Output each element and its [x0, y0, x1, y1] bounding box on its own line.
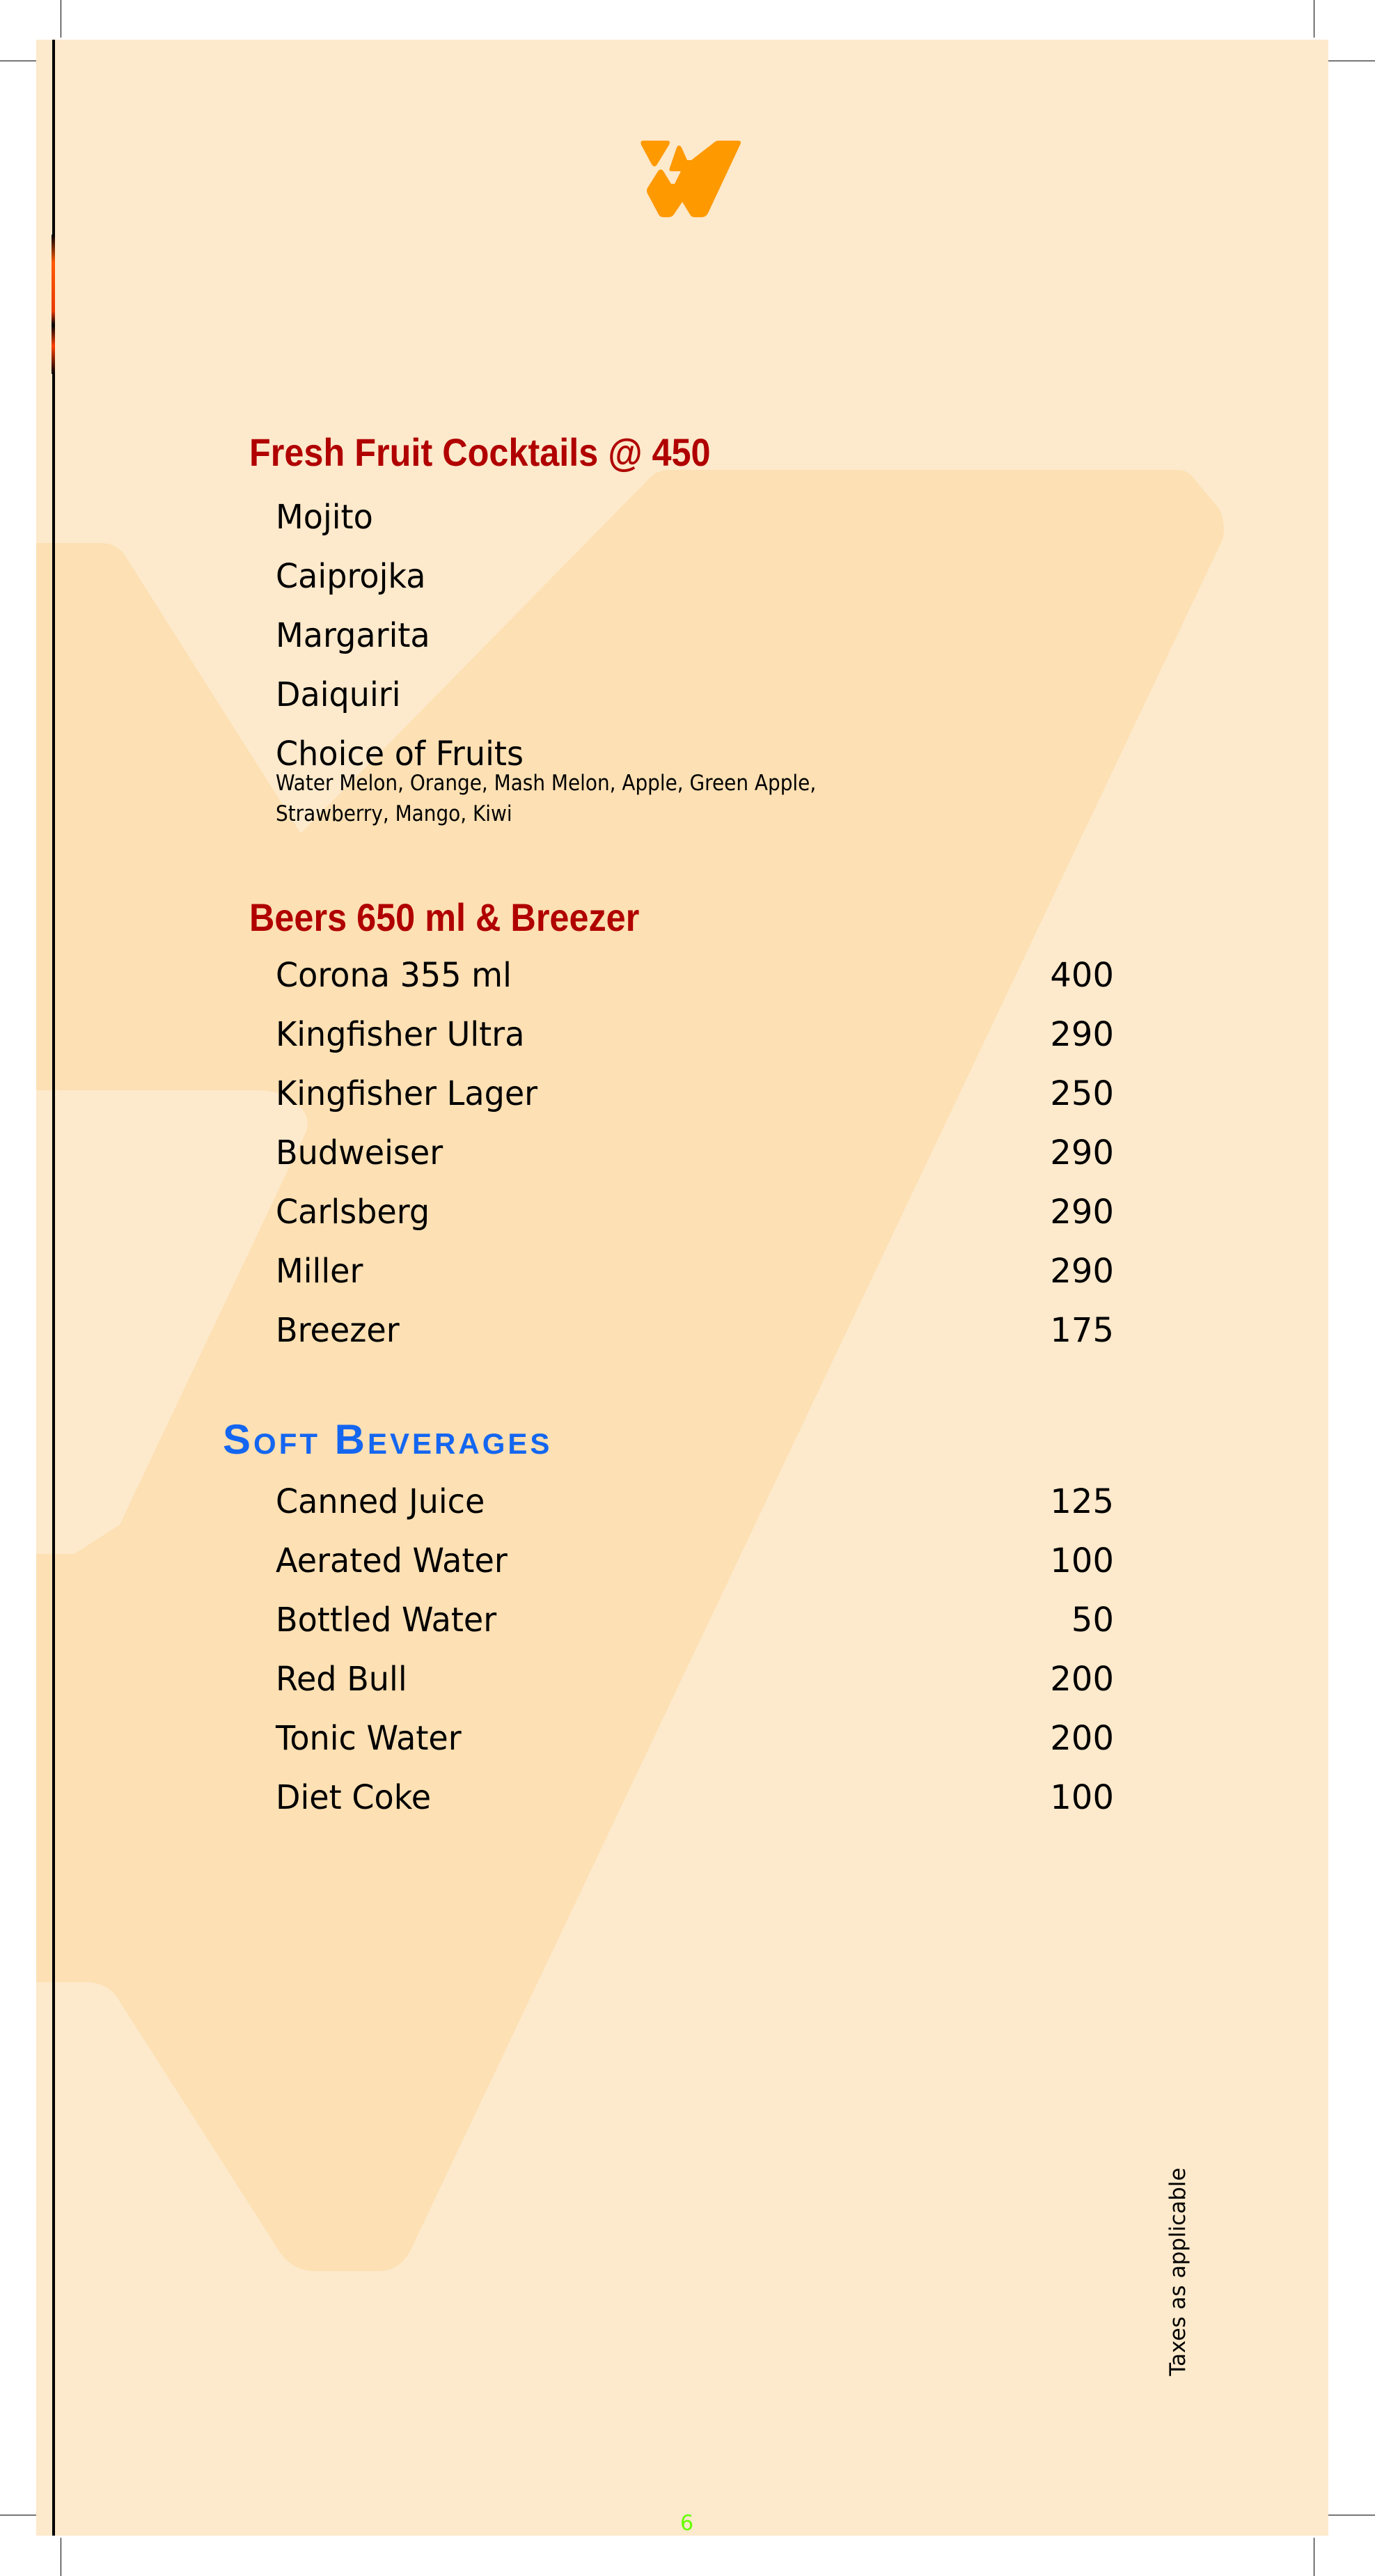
menu-item-price: 175 — [1050, 1311, 1114, 1350]
menu-item — [276, 1250, 1114, 1292]
section-heading-soft-beverages: Soft Beverages — [223, 1416, 553, 1463]
menu-item — [276, 615, 1114, 657]
menu-item-price: 290 — [1050, 1015, 1114, 1054]
binding-spine-line — [52, 40, 55, 2536]
menu-item — [276, 1191, 1114, 1233]
section-heading-beers: Beers 650 ml & Breezer — [249, 895, 640, 939]
menu-item-price: 50 — [1071, 1601, 1114, 1640]
menu-item-name: Choice of Fruits — [276, 735, 524, 773]
menu-item — [276, 1132, 1114, 1174]
menu-item-price: 200 — [1050, 1660, 1114, 1699]
w-brand-logo-icon — [641, 138, 742, 218]
menu-item — [276, 1718, 1114, 1759]
menu-item — [276, 1540, 1114, 1582]
menu-item — [276, 1310, 1114, 1351]
menu-item — [276, 1481, 1114, 1523]
menu-item-price: 290 — [1050, 1252, 1114, 1291]
menu-item-name: Daiquiri — [276, 675, 401, 714]
menu-item-price: 100 — [1050, 1541, 1114, 1580]
taxes-note: Taxes as applicable — [1165, 2167, 1191, 2376]
menu-item — [276, 1658, 1114, 1700]
menu-item-name: Mojito — [276, 498, 373, 537]
menu-item-name: Aerated Water — [276, 1541, 508, 1580]
menu-item — [276, 1014, 1114, 1055]
menu-item — [276, 496, 1114, 538]
menu-item-name: Caiprojka — [276, 557, 426, 596]
menu-item-name: Tonic Water — [276, 1719, 462, 1758]
menu-item-name: Canned Juice — [276, 1482, 485, 1521]
menu-item — [276, 1599, 1114, 1641]
menu-item-name: Corona 355 ml — [276, 956, 512, 995]
menu-item-name: Kingfisher Ultra — [276, 1015, 525, 1054]
menu-item-price: 400 — [1050, 956, 1114, 995]
menu-item-name: Kingfisher Lager — [276, 1074, 538, 1113]
menu-item-price: 200 — [1050, 1719, 1114, 1758]
menu-item-name: Red Bull — [276, 1660, 407, 1699]
fruit-choices-line-2: Strawberry, Mango, Kiwi — [276, 801, 512, 826]
menu-item-name: Miller — [276, 1252, 363, 1291]
fruit-choices-line-1: Water Melon, Orange, Mash Melon, Apple, Green Apple, — [276, 771, 817, 796]
menu-item-price: 250 — [1050, 1074, 1114, 1113]
menu-item-name: Bottled Water — [276, 1601, 497, 1640]
menu-item-name: Margarita — [276, 616, 430, 655]
menu-item — [276, 674, 1114, 716]
menu-item-price: 125 — [1050, 1482, 1114, 1521]
menu-item-price: 290 — [1050, 1193, 1114, 1232]
section-heading-cocktails: Fresh Fruit Cocktails @ 450 — [249, 430, 711, 474]
menu-item-name: Budweiser — [276, 1133, 443, 1172]
menu-item — [276, 556, 1114, 597]
menu-item-name: Breezer — [276, 1311, 400, 1350]
menu-item — [276, 1073, 1114, 1115]
spine-accent-stripe — [52, 235, 55, 374]
menu-page — [36, 40, 1328, 2536]
menu-item — [276, 955, 1114, 996]
menu-item-price: 290 — [1050, 1133, 1114, 1172]
menu-item — [276, 1777, 1114, 1819]
menu-item-name: Diet Coke — [276, 1778, 432, 1817]
menu-item-price: 100 — [1050, 1778, 1114, 1817]
menu-item-name: Carlsberg — [276, 1193, 430, 1232]
page-number: 6 — [680, 2511, 694, 2536]
